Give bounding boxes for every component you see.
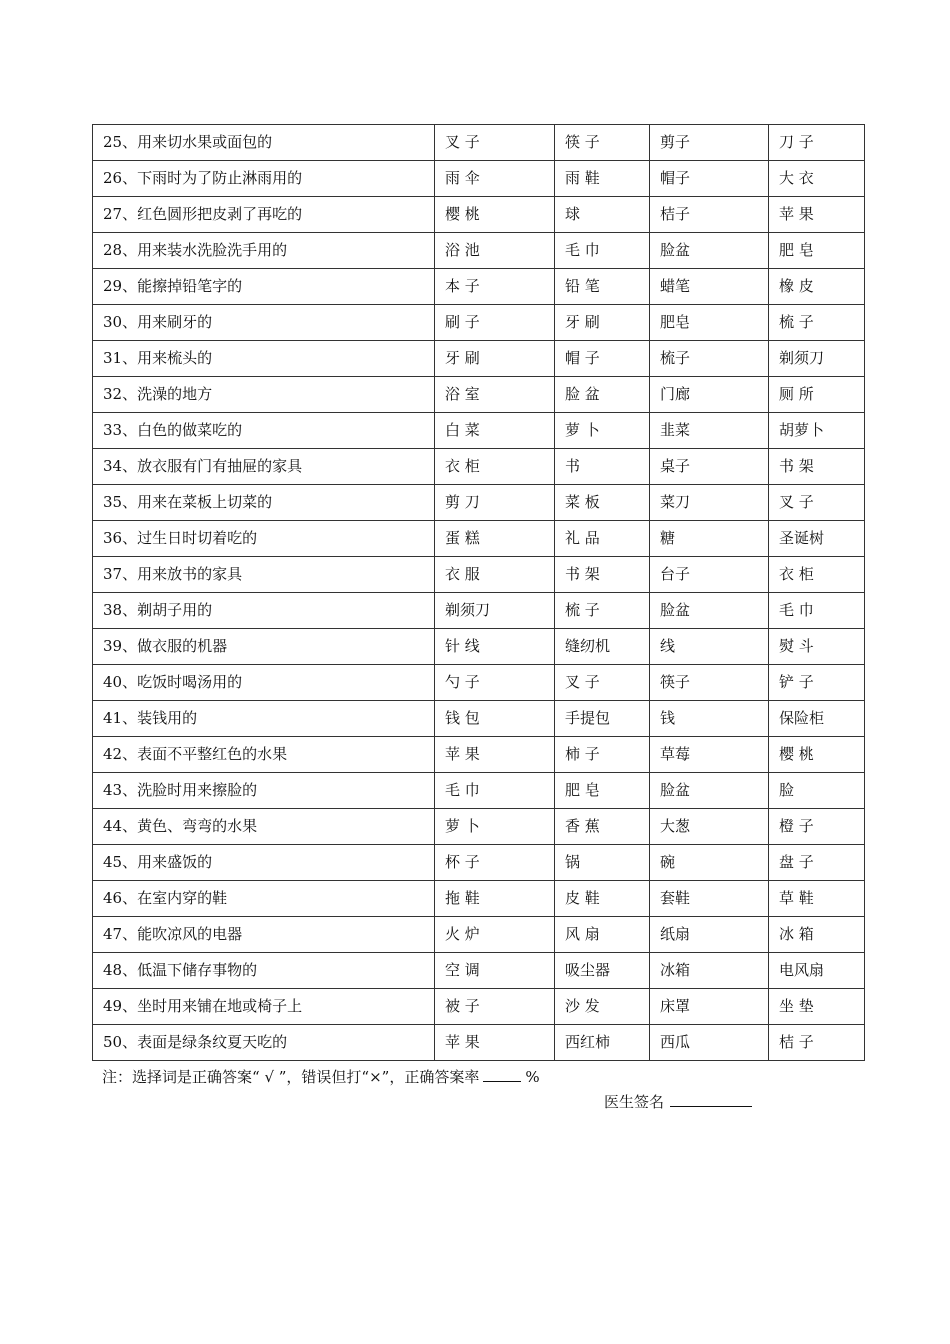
scoring-note [92,1065,864,1088]
question-cell: 48、低温下储存事物的 [93,953,435,989]
option-cell-1[interactable]: 牙 刷 [435,341,555,377]
option-cell-1[interactable]: 白 菜 [435,413,555,449]
option-cell-2[interactable]: 牙 刷 [555,305,650,341]
option-cell-4[interactable]: 书 架 [769,449,865,485]
table-row [93,773,865,809]
option-cell-2[interactable]: 风 扇 [555,917,650,953]
table-row [93,269,865,305]
question-cell: 33、白色的做菜吃的 [93,413,435,449]
option-cell-4[interactable]: 圣诞树 [769,521,865,557]
question-cell: 46、在室内穿的鞋 [93,881,435,917]
option-cell-3[interactable]: 肥皂 [650,305,769,341]
option-cell-3[interactable]: 套鞋 [650,881,769,917]
option-cell-3[interactable]: 帽子 [650,161,769,197]
option-cell-2[interactable]: 沙 发 [555,989,650,1025]
option-cell-2[interactable]: 皮 鞋 [555,881,650,917]
option-cell-4[interactable]: 铲 子 [769,665,865,701]
accuracy-rate-blank[interactable] [483,1065,521,1082]
table-row [93,665,865,701]
table-row [93,377,865,413]
option-cell-3[interactable]: 钱 [650,701,769,737]
option-cell-2[interactable]: 肥 皂 [555,773,650,809]
option-cell-3[interactable]: 剪子 [650,125,769,161]
option-cell-4[interactable]: 胡萝卜 [769,413,865,449]
question-cell: 42、表面不平整红色的水果 [93,737,435,773]
note-text: 注：选择词是正确答案“ √ ”，错误但打“×”，正确答案率 [102,1068,480,1086]
question-cell: 39、做衣服的机器 [93,629,435,665]
option-cell-1[interactable]: 雨 伞 [435,161,555,197]
table-row [93,989,865,1025]
option-cell-1[interactable]: 毛 巾 [435,773,555,809]
question-cell: 44、黄色、弯弯的水果 [93,809,435,845]
option-cell-3[interactable]: 线 [650,629,769,665]
option-cell-4[interactable]: 毛 巾 [769,593,865,629]
option-cell-1[interactable]: 杯 子 [435,845,555,881]
question-cell: 31、用来梳头的 [93,341,435,377]
option-cell-4[interactable]: 衣 柜 [769,557,865,593]
question-cell: 32、洗澡的地方 [93,377,435,413]
option-cell-4[interactable]: 坐 垫 [769,989,865,1025]
option-cell-4[interactable]: 电风扇 [769,953,865,989]
option-cell-1[interactable]: 剪 刀 [435,485,555,521]
option-cell-3[interactable]: 筷子 [650,665,769,701]
option-cell-1[interactable]: 浴 池 [435,233,555,269]
option-cell-4[interactable]: 樱 桃 [769,737,865,773]
question-cell: 36、过生日时切着吃的 [93,521,435,557]
table-row [93,197,865,233]
signature-label: 医生签名 [604,1093,665,1111]
option-cell-1[interactable]: 苹 果 [435,737,555,773]
option-cell-2[interactable]: 手提包 [555,701,650,737]
option-cell-2[interactable]: 梳 子 [555,593,650,629]
option-cell-1[interactable]: 本 子 [435,269,555,305]
option-cell-3[interactable]: 菜刀 [650,485,769,521]
option-cell-2[interactable]: 帽 子 [555,341,650,377]
table-row [93,413,865,449]
option-cell-4[interactable]: 刀 子 [769,125,865,161]
option-cell-3[interactable]: 蜡笔 [650,269,769,305]
option-cell-1[interactable]: 衣 服 [435,557,555,593]
option-cell-3[interactable]: 大葱 [650,809,769,845]
table-row [93,161,865,197]
option-cell-1[interactable]: 剃须刀 [435,593,555,629]
signature-blank[interactable] [670,1090,752,1107]
table-row [93,845,865,881]
option-cell-4[interactable]: 大 衣 [769,161,865,197]
question-cell: 30、用来刷牙的 [93,305,435,341]
option-cell-3[interactable]: 碗 [650,845,769,881]
question-cell: 47、能吹凉风的电器 [93,917,435,953]
option-cell-3[interactable]: 纸扇 [650,917,769,953]
option-cell-2[interactable]: 雨 鞋 [555,161,650,197]
option-cell-1[interactable]: 衣 柜 [435,449,555,485]
question-cell: 34、放衣服有门有抽屉的家具 [93,449,435,485]
option-cell-2[interactable]: 锅 [555,845,650,881]
question-cell: 49、坐时用来铺在地或椅子上 [93,989,435,1025]
option-cell-2[interactable]: 礼 品 [555,521,650,557]
option-cell-3[interactable]: 西瓜 [650,1025,769,1061]
option-cell-2[interactable]: 香 蕉 [555,809,650,845]
table-row [93,557,865,593]
option-cell-3[interactable]: 桔子 [650,197,769,233]
option-cell-4[interactable]: 脸 [769,773,865,809]
option-cell-2[interactable]: 铅 笔 [555,269,650,305]
option-cell-1[interactable]: 刷 子 [435,305,555,341]
question-cell: 50、表面是绿条纹夏天吃的 [93,1025,435,1061]
table-body [93,125,865,1061]
option-cell-2[interactable]: 菜 板 [555,485,650,521]
table-row [93,341,865,377]
question-cell: 35、用来在菜板上切菜的 [93,485,435,521]
option-cell-1[interactable]: 被 子 [435,989,555,1025]
option-cell-4[interactable]: 熨 斗 [769,629,865,665]
option-cell-2[interactable]: 西红柿 [555,1025,650,1061]
option-cell-2[interactable]: 筷 子 [555,125,650,161]
option-cell-3[interactable]: 门廊 [650,377,769,413]
signature-line [92,1090,864,1113]
option-cell-1[interactable]: 勺 子 [435,665,555,701]
question-cell: 29、能擦掉铅笔字的 [93,269,435,305]
option-cell-2[interactable]: 毛 巾 [555,233,650,269]
option-cell-2[interactable]: 柿 子 [555,737,650,773]
word-choice-table [92,124,865,1061]
option-cell-3[interactable]: 脸盆 [650,233,769,269]
option-cell-3[interactable]: 台子 [650,557,769,593]
question-cell: 41、装钱用的 [93,701,435,737]
question-cell: 40、吃饭时喝汤用的 [93,665,435,701]
option-cell-4[interactable]: 厕 所 [769,377,865,413]
option-cell-1[interactable]: 火 炉 [435,917,555,953]
option-cell-3[interactable]: 韭菜 [650,413,769,449]
option-cell-2[interactable]: 脸 盆 [555,377,650,413]
option-cell-3[interactable]: 脸盆 [650,773,769,809]
option-cell-1[interactable]: 浴 室 [435,377,555,413]
option-cell-1[interactable]: 蛋 糕 [435,521,555,557]
table-row [93,737,865,773]
option-cell-4[interactable]: 剃须刀 [769,341,865,377]
option-cell-1[interactable]: 钱 包 [435,701,555,737]
option-cell-4[interactable]: 冰 箱 [769,917,865,953]
table-row [93,125,865,161]
table-row [93,593,865,629]
option-cell-4[interactable]: 盘 子 [769,845,865,881]
option-cell-2[interactable]: 萝 卜 [555,413,650,449]
table-row [93,449,865,485]
question-cell: 45、用来盛饭的 [93,845,435,881]
option-cell-4[interactable]: 叉 子 [769,485,865,521]
table-row [93,233,865,269]
question-cell: 25、用来切水果或面包的 [93,125,435,161]
table-row [93,629,865,665]
table-row [93,701,865,737]
question-cell: 26、下雨时为了防止淋雨用的 [93,161,435,197]
option-cell-3[interactable]: 冰箱 [650,953,769,989]
option-cell-4[interactable]: 梳 子 [769,305,865,341]
table-row [93,953,865,989]
table-row [93,917,865,953]
table-row [93,521,865,557]
document-page [92,124,864,1113]
question-cell: 37、用来放书的家具 [93,557,435,593]
table-row [93,881,865,917]
question-cell: 27、红色圆形把皮剥了再吃的 [93,197,435,233]
option-cell-3[interactable]: 桌子 [650,449,769,485]
note-unit: % [525,1068,540,1086]
option-cell-1[interactable]: 叉 子 [435,125,555,161]
option-cell-2[interactable]: 吸尘器 [555,953,650,989]
question-cell: 43、洗脸时用来擦脸的 [93,773,435,809]
option-cell-4[interactable]: 橙 子 [769,809,865,845]
option-cell-1[interactable]: 空 调 [435,953,555,989]
option-cell-3[interactable]: 床罩 [650,989,769,1025]
option-cell-2[interactable]: 缝纫机 [555,629,650,665]
option-cell-4[interactable]: 草 鞋 [769,881,865,917]
option-cell-4[interactable]: 保险柜 [769,701,865,737]
option-cell-1[interactable]: 拖 鞋 [435,881,555,917]
table-row [93,1025,865,1061]
option-cell-4[interactable]: 肥 皂 [769,233,865,269]
option-cell-1[interactable]: 萝 卜 [435,809,555,845]
option-cell-4[interactable]: 橡 皮 [769,269,865,305]
option-cell-2[interactable]: 书 架 [555,557,650,593]
question-cell: 38、剃胡子用的 [93,593,435,629]
option-cell-1[interactable]: 樱 桃 [435,197,555,233]
option-cell-4[interactable]: 苹 果 [769,197,865,233]
question-cell: 28、用来装水洗脸洗手用的 [93,233,435,269]
option-cell-2[interactable]: 球 [555,197,650,233]
table-row [93,485,865,521]
option-cell-2[interactable]: 书 [555,449,650,485]
option-cell-3[interactable]: 糖 [650,521,769,557]
table-row [93,809,865,845]
table-row [93,305,865,341]
option-cell-3[interactable]: 草莓 [650,737,769,773]
option-cell-4[interactable]: 桔 子 [769,1025,865,1061]
option-cell-3[interactable]: 梳子 [650,341,769,377]
option-cell-1[interactable]: 苹 果 [435,1025,555,1061]
option-cell-2[interactable]: 叉 子 [555,665,650,701]
option-cell-3[interactable]: 脸盆 [650,593,769,629]
option-cell-1[interactable]: 针 线 [435,629,555,665]
